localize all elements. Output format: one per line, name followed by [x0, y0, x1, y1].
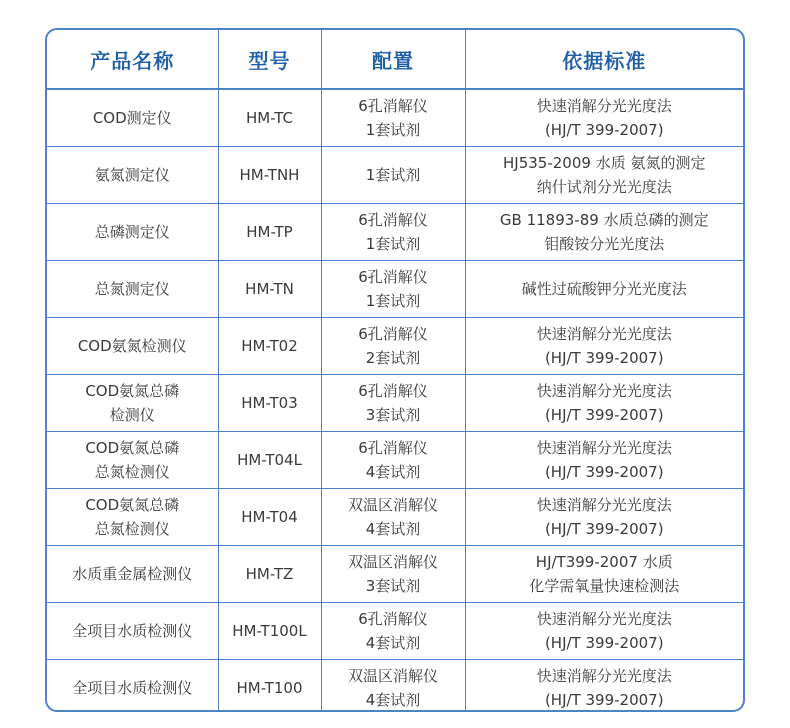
- standard-cell: HJ/T399-2007 水质 化学需氧量快速检测法: [465, 546, 743, 603]
- table-header-row: [47, 30, 743, 89]
- model-cell: HM-T04L: [218, 432, 321, 489]
- product-table-container: [45, 28, 745, 712]
- model-cell: HM-T02: [218, 318, 321, 375]
- config-cell: 6孔消解仪 3套试剂: [321, 375, 465, 432]
- header-product-name: 产品名称: [47, 30, 218, 89]
- config-cell: 1套试剂: [321, 147, 465, 204]
- table-row: [47, 204, 743, 261]
- config-cell: 双温区消解仪 4套试剂: [321, 660, 465, 713]
- product-name-cell: COD氨氮总磷 总氮检测仪: [47, 489, 218, 546]
- standard-cell: 快速消解分光光度法 (HJ/T 399-2007): [465, 318, 743, 375]
- model-cell: HM-TNH: [218, 147, 321, 204]
- header-standard: 依据标准: [465, 30, 743, 89]
- standard-cell: GB 11893-89 水质总磷的测定 钼酸铵分光光度法: [465, 204, 743, 261]
- product-name-cell: 水质重金属检测仪: [47, 546, 218, 603]
- table-row: [47, 603, 743, 660]
- product-name-cell: COD测定仪: [47, 89, 218, 147]
- standard-cell: HJ535-2009 水质 氨氮的测定 纳什试剂分光光度法: [465, 147, 743, 204]
- config-cell: 6孔消解仪 4套试剂: [321, 603, 465, 660]
- table-row: [47, 546, 743, 603]
- standard-cell: 快速消解分光光度法 (HJ/T 399-2007): [465, 603, 743, 660]
- config-cell: 6孔消解仪 2套试剂: [321, 318, 465, 375]
- model-cell: HM-TN: [218, 261, 321, 318]
- standard-cell: 快速消解分光光度法 (HJ/T 399-2007): [465, 375, 743, 432]
- table-row: [47, 432, 743, 489]
- product-name-cell: 总氮测定仪: [47, 261, 218, 318]
- product-name-cell: 全项目水质检测仪: [47, 603, 218, 660]
- model-cell: HM-TZ: [218, 546, 321, 603]
- config-cell: 6孔消解仪 1套试剂: [321, 261, 465, 318]
- model-cell: HM-T100: [218, 660, 321, 713]
- table-row: [47, 261, 743, 318]
- product-name-cell: 氨氮测定仪: [47, 147, 218, 204]
- table-row: [47, 318, 743, 375]
- config-cell: 6孔消解仪 1套试剂: [321, 204, 465, 261]
- header-config: 配置: [321, 30, 465, 89]
- product-name-cell: 全项目水质检测仪: [47, 660, 218, 713]
- standard-cell: 碱性过硫酸钾分光光度法: [465, 261, 743, 318]
- model-cell: HM-T03: [218, 375, 321, 432]
- config-cell: 6孔消解仪 4套试剂: [321, 432, 465, 489]
- product-name-cell: COD氨氮总磷 检测仪: [47, 375, 218, 432]
- config-cell: 6孔消解仪 1套试剂: [321, 89, 465, 147]
- product-name-cell: 总磷测定仪: [47, 204, 218, 261]
- product-name-cell: COD氨氮检测仪: [47, 318, 218, 375]
- table-row: [47, 489, 743, 546]
- standard-cell: 快速消解分光光度法 (HJ/T 399-2007): [536, 667, 672, 709]
- model-cell: HM-TP: [218, 204, 321, 261]
- table-body: [47, 89, 743, 712]
- model-cell: HM-T04: [218, 489, 321, 546]
- model-cell: HM-TC: [218, 89, 321, 147]
- table-row: [47, 147, 743, 204]
- header-model: 型号: [218, 30, 321, 89]
- product-table: [47, 30, 743, 712]
- standard-cell: 快速消解分光光度法 (HJ/T 399-2007): [465, 489, 743, 546]
- product-name-cell: COD氨氮总磷 总氮检测仪: [47, 432, 218, 489]
- table-row: [47, 89, 743, 147]
- table-row: [47, 660, 743, 713]
- table-row: [47, 375, 743, 432]
- standard-cell: 快速消解分光光度法 (HJ/T 399-2007): [465, 89, 743, 147]
- config-cell: 双温区消解仪 4套试剂: [321, 489, 465, 546]
- config-cell: 双温区消解仪 3套试剂: [321, 546, 465, 603]
- standard-cell: 快速消解分光光度法 (HJ/T 399-2007): [465, 432, 743, 489]
- model-cell: HM-T100L: [218, 603, 321, 660]
